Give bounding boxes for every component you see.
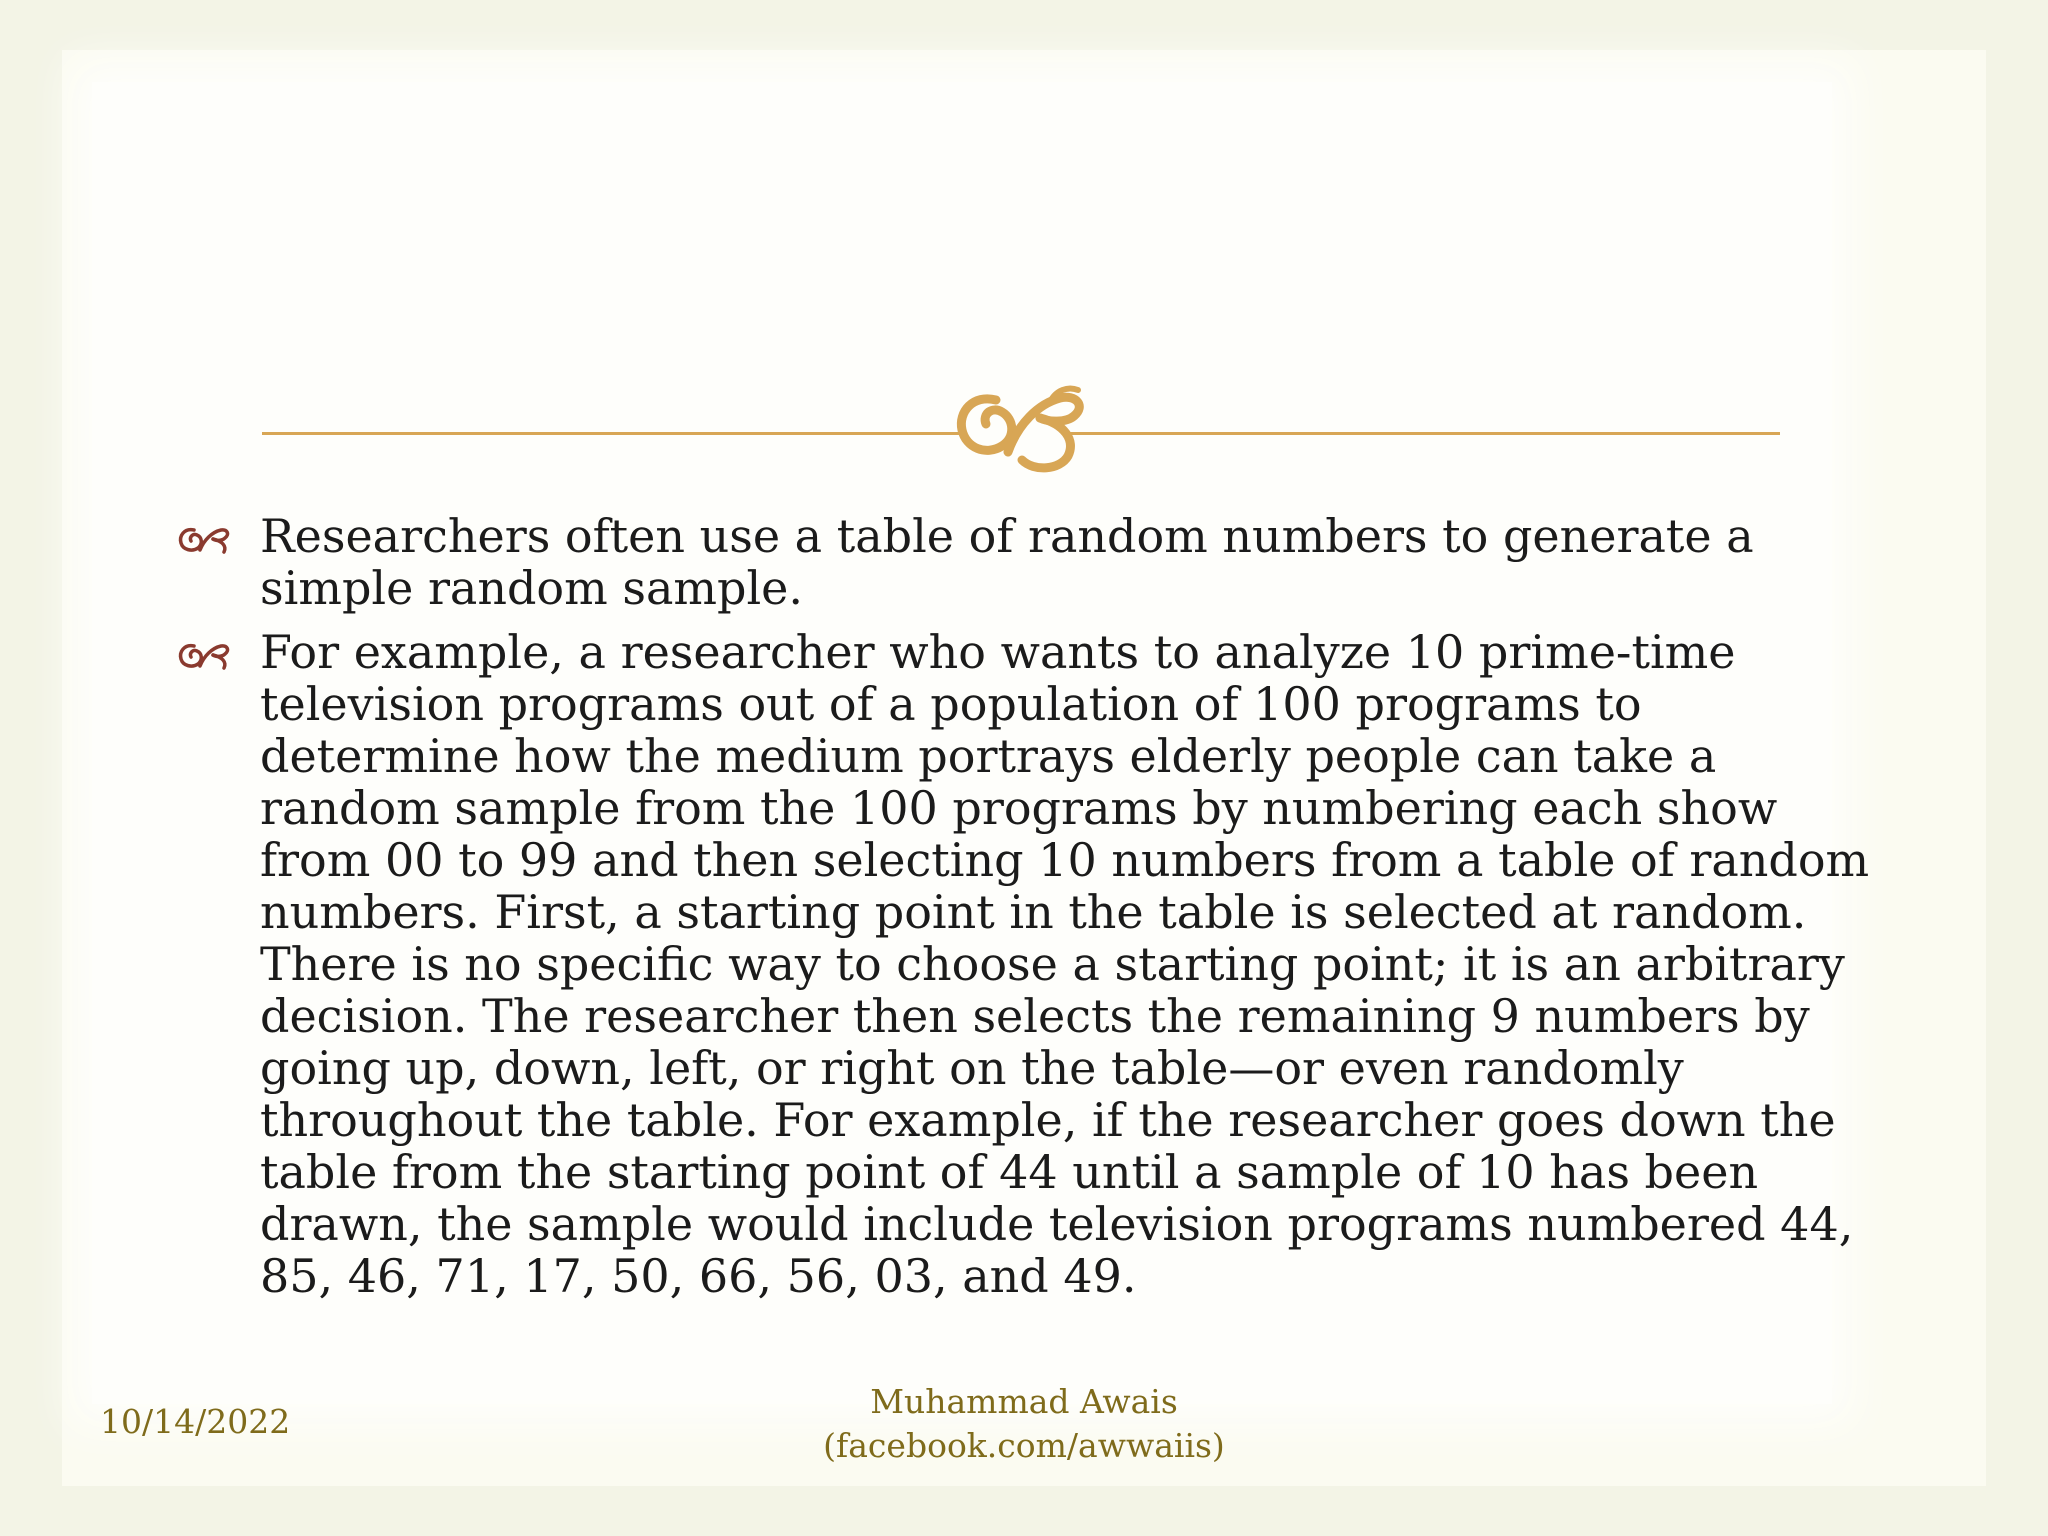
author-link[interactable]: (facebook.com/awwaiis) [823, 1426, 1225, 1465]
bullet-list [176, 510, 1876, 1314]
bullet-text: Researchers often use a table of random numbers to generate a simple random sample. [260, 509, 1754, 615]
divider-line-left [262, 432, 962, 435]
bullet-item [176, 510, 1876, 614]
footer-author [724, 1380, 1324, 1468]
bullet-item [176, 626, 1876, 1302]
swash-bullet-icon [176, 522, 232, 556]
swash-bullet-icon [176, 638, 232, 672]
bullet-text: For example, a researcher who wants to analyze 10 prime-time television programs out of a population of 100 programs to determine how the medium portrays elderly people can take a random sample from the 100 programs by numbering each show from 00 to 99 and then selecting 10 numbers from a table of random numbers. First, a starting point in the table is selected at random. There is no specific way to choose a starting point; it is an arbitrary decision. The researcher then selects the remaining 9 numbers by going up, down, left, or right on the table—or even randomly throughout the table. For example, if the researcher goes down the table from the starting point of 44 until a sample of 10 has been drawn, the sample would include television programs numbered 44, 85, 46, 71, 17, 50, 66, 56, 03, and 49. [260, 625, 1870, 1303]
floral-swash-icon [948, 372, 1098, 482]
divider-line-right [1064, 432, 1780, 435]
footer-date: 10/14/2022 [100, 1402, 291, 1441]
author-name: Muhammad Awais [870, 1382, 1178, 1421]
